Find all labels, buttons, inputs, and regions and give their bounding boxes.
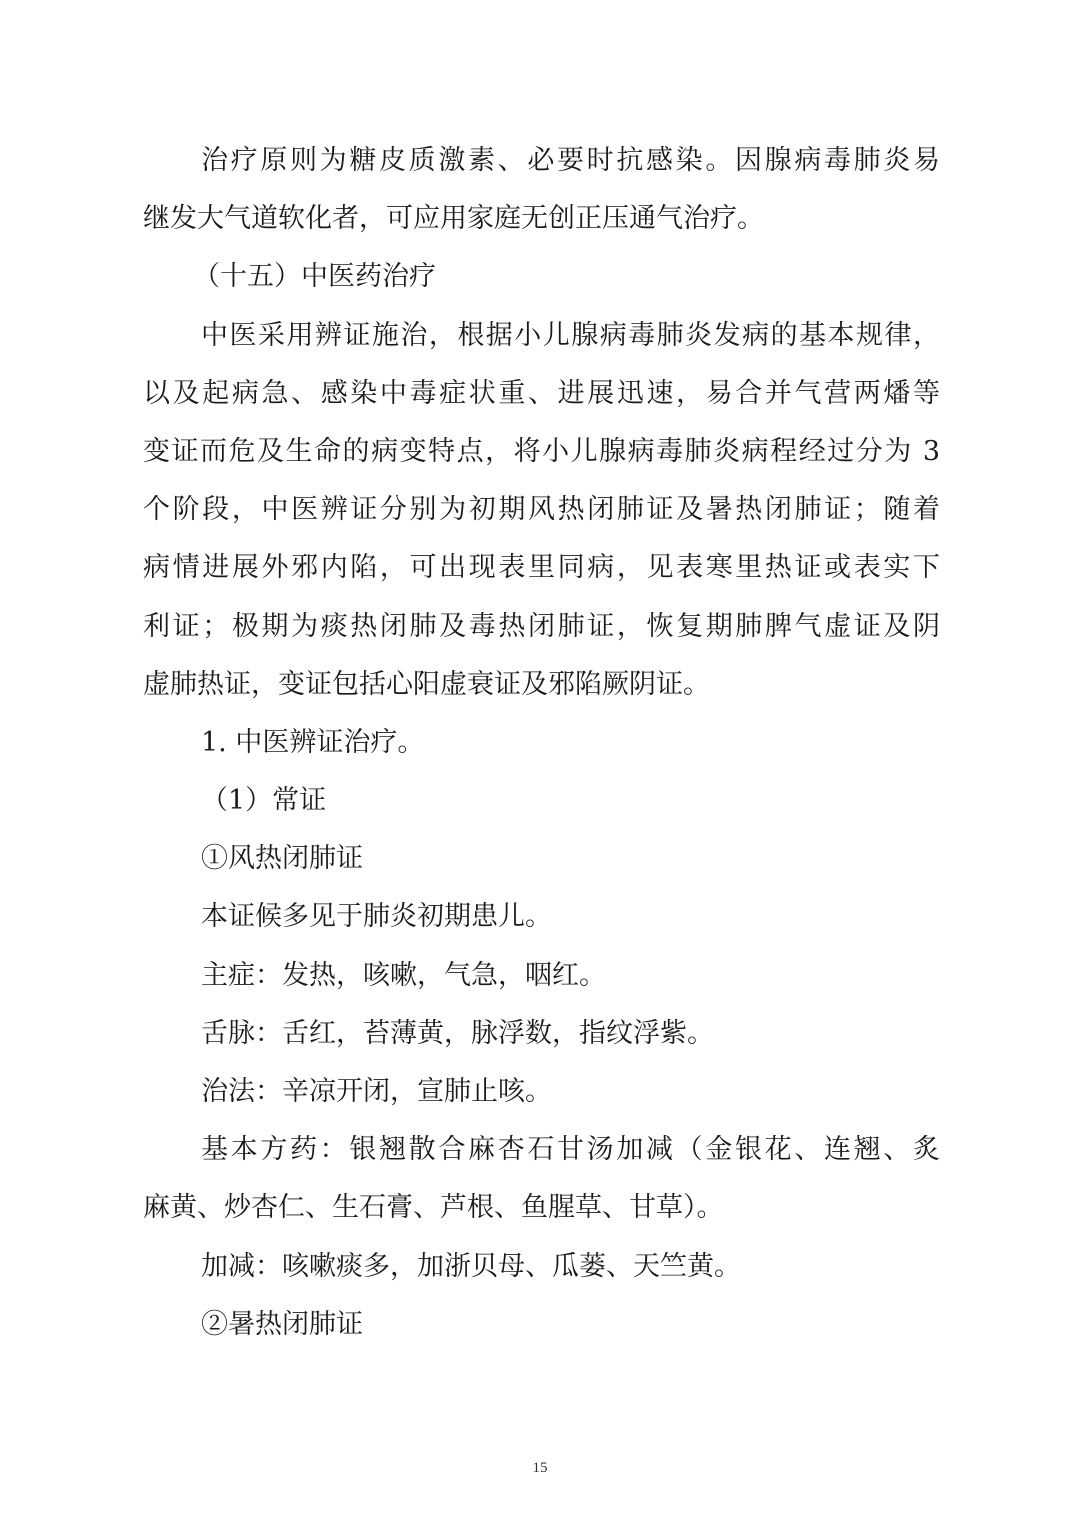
- subsection-heading: （1）常证: [201, 785, 327, 817]
- paragraph-line: 中医采用辨证施治，根据小儿腺病毒肺炎发病的基本规律，: [201, 319, 940, 351]
- subsection-heading: 1. 中医辨证治疗。: [201, 726, 425, 758]
- paragraph-line: 治疗原则为糖皮质激素、必要时抗感染。因腺病毒肺炎易: [201, 145, 940, 176]
- paragraph-line: 以及起病急、感染中毒症状重、进展迅速，易合并气营两燔等: [143, 377, 940, 409]
- paragraph-line: 利证；极期为痰热闭肺及毒热闭肺证，恢复期肺脾气虚证及阴: [143, 610, 940, 642]
- paragraph-line: 病情进展外邪内陷，可出现表里同病，见表寒里热证或表实下: [143, 552, 940, 584]
- paragraph-line: 虚肺热证，变证包括心阳虚衰证及邪陷厥阴证。: [143, 668, 710, 700]
- paragraph-line: 个阶段，中医辨证分别为初期风热闭肺证及暑热闭肺证；随着: [143, 494, 940, 526]
- section-heading: （十五）中医药治疗: [193, 261, 436, 293]
- paragraph-line: 本证候多见于肺炎初期患儿。: [201, 901, 552, 933]
- paragraph-line: 麻黄、炒杏仁、生石膏、芦根、鱼腥草、甘草）。: [143, 1192, 724, 1224]
- paragraph-line: 基本方药：银翘散合麻杏石甘汤加减（金银花、连翘、炙: [201, 1134, 940, 1166]
- body-text: [143, 132, 940, 1354]
- paragraph-line: 变证而危及生命的病变特点，将小儿腺病毒肺炎病程经过分为 3: [143, 435, 940, 467]
- paragraph-line: 主症：发热，咳嗽，气急，咽红。: [201, 959, 606, 991]
- syndrome-heading: ①风热闭肺证: [201, 843, 363, 875]
- paragraph-line: 舌脉：舌红，苔薄黄，脉浮数，指纹浮紫。: [201, 1017, 714, 1049]
- paragraph-line: 治法：辛凉开闭，宣肺止咳。: [201, 1076, 552, 1107]
- page-number: 15: [532, 1460, 548, 1476]
- syndrome-heading: ②暑热闭肺证: [201, 1308, 363, 1340]
- paragraph-line: 继发大气道软化者，可应用家庭无创正压通气治疗。: [143, 203, 764, 235]
- paragraph-line: 加减：咳嗽痰多，加浙贝母、瓜蒌、天竺黄。: [201, 1250, 741, 1282]
